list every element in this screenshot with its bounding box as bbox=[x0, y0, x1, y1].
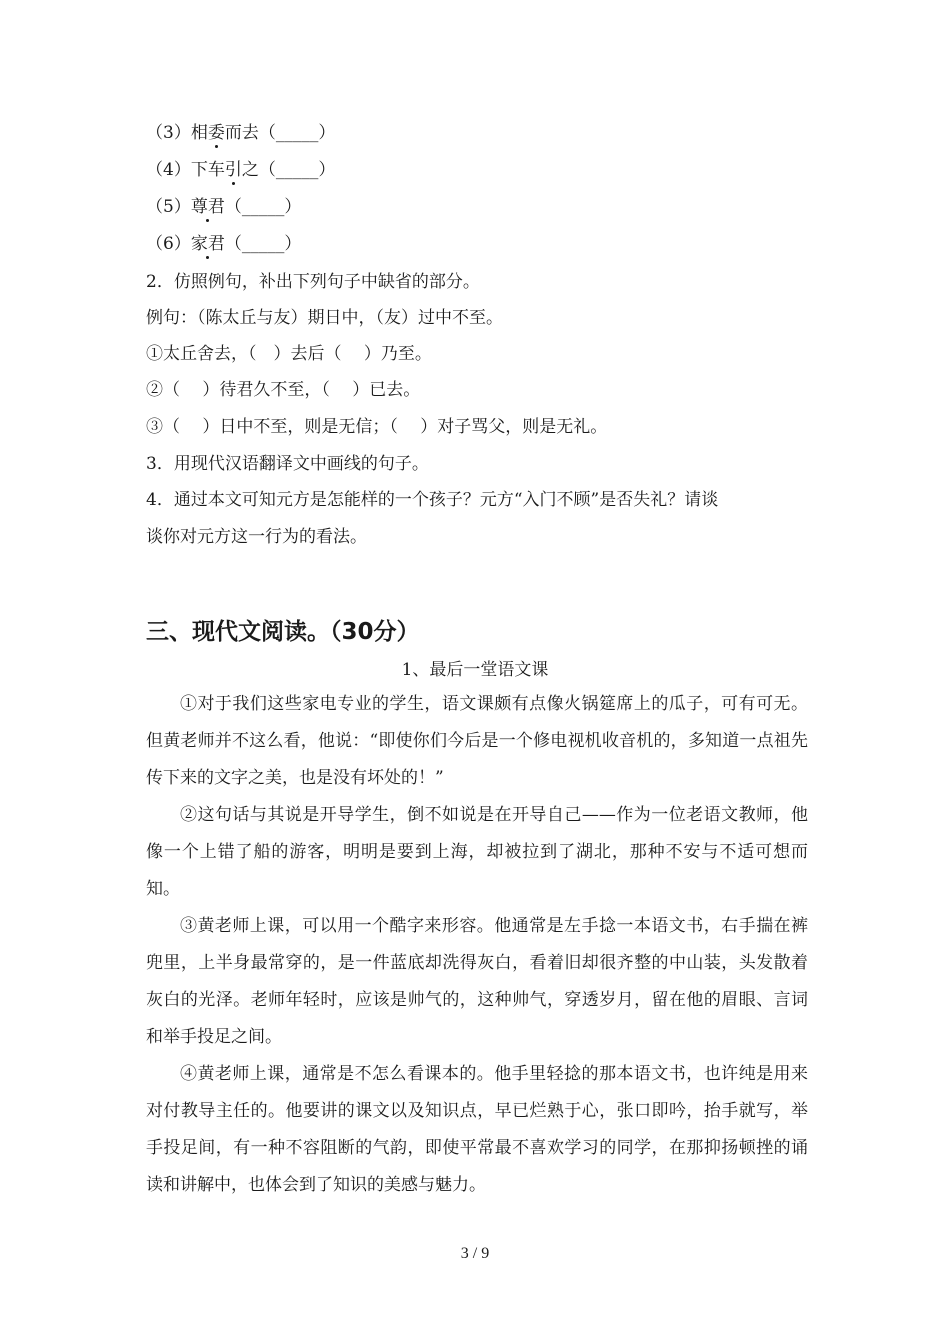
paragraph-1: ①对于我们这些家电专业的学生，语文课颇有点像火锅筵席上的瓜子，可有可无。但黄老师并不这么看，他说：“即使你们今后是一个修电视机收音机的，多知道一点祖先传下来的文字之美，也是没有坏处的！” bbox=[146, 694, 808, 788]
text: 相 bbox=[190, 123, 208, 143]
vocab-item-3 bbox=[146, 122, 806, 144]
text: 下车 bbox=[190, 160, 225, 180]
paragraph-2: ②这句话与其说是开导学生，倒不如说是在开导自己——作为一位老语文教师，他像一个上错了船的游客，明明是要到上海，却被拉到了湖北，那种不安与不适可想而知。 bbox=[146, 805, 808, 899]
question-2-item-1: ①太丘舍去，（ ）去后（ ）乃至。 bbox=[146, 344, 432, 364]
dotted-char: 尊君 bbox=[190, 197, 225, 217]
item-number: （3） bbox=[146, 123, 191, 143]
dotted-char: 引 bbox=[224, 160, 242, 180]
page-number: 3 / 9 bbox=[460, 1245, 490, 1262]
vocab-item-6 bbox=[146, 233, 806, 255]
vocab-item-5 bbox=[146, 196, 806, 218]
item-number: （6） bbox=[146, 234, 191, 254]
question-3: 3．用现代汉语翻译文中画线的句子。 bbox=[146, 454, 429, 474]
article-title: 1、最后一堂语文课 bbox=[401, 660, 549, 680]
paragraph-3: ③黄老师上课，可以用一个酷字来形容。他通常是左手捻一本语文书，右手揣在裤兜里，上半身最常穿的，是一件蓝底却洗得灰白，看着旧却很齐整的中山装，头发散着灰白的光泽。老师年轻时，应该是帅气的，这种帅气，穿透岁月，留在他的眉眼、言词和举手投足之间。 bbox=[146, 916, 808, 1047]
text-with-blank: （_____） bbox=[224, 197, 302, 217]
item-number: （5） bbox=[146, 197, 191, 217]
question-2-example: 例句：（陈太丘与友）期日中，（友）过中不至。 bbox=[146, 308, 503, 328]
vocab-item-4 bbox=[146, 159, 806, 181]
section-title: 三、现代文阅读。（30分） bbox=[146, 619, 420, 645]
text-with-blank: 之（_____） bbox=[241, 160, 336, 180]
dotted-char: 家君 bbox=[190, 234, 225, 254]
question-4-line-2: 谈你对元方这一行为的看法。 bbox=[146, 527, 367, 547]
paragraph-4: ④黄老师上课，通常是不怎么看课本的。他手里轻捻的那本语文书，也许纯是用来对付教导主任的。他要讲的课文以及知识点，早已烂熟于心，张口即吟，抬手就写，举手投足间，有一种不容阻断的气韵，即使平常最不喜欢学习的同学，在那抑扬顿挫的诵读和讲解中，也体会到了知识的美感与魅力。 bbox=[146, 1064, 808, 1195]
text-with-blank: 而去（_____） bbox=[224, 123, 336, 143]
dotted-char: 委 bbox=[207, 123, 225, 143]
item-number: （4） bbox=[146, 160, 191, 180]
text-with-blank: （_____） bbox=[224, 234, 302, 254]
question-2-title: 2．仿照例句，补出下列句子中缺省的部分。 bbox=[146, 272, 480, 292]
question-2-item-2: ②（ ）待君久不至，（ ）已去。 bbox=[146, 380, 421, 400]
question-4-line-1: 4．通过本文可知元方是怎能样的一个孩子？元方“入门不顾”是否失礼？请谈 bbox=[146, 490, 719, 510]
question-2-item-3: ③（ ）日中不至，则是无信；（ ）对子骂父，则是无礼。 bbox=[146, 417, 608, 437]
